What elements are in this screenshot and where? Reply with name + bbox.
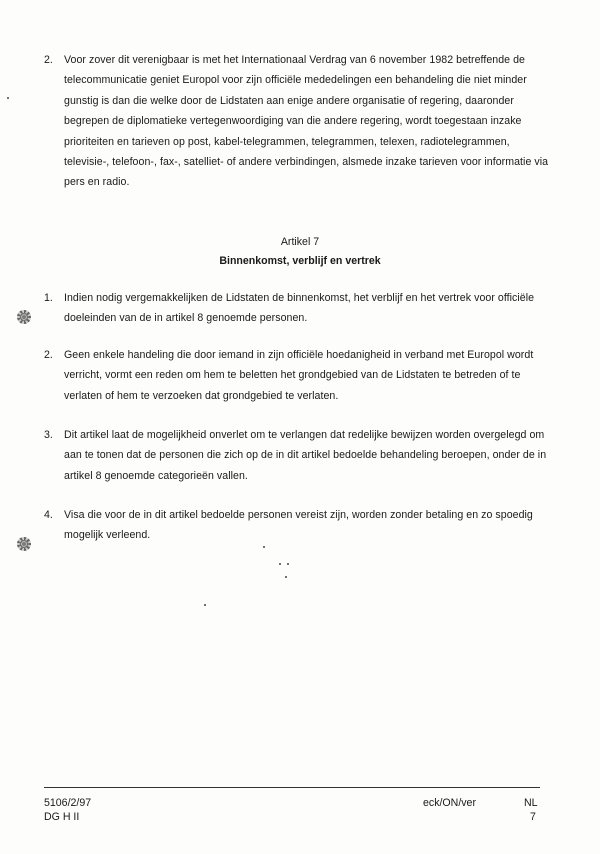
paragraph-3-number: 3. [44,429,53,441]
paragraph-3-text: Dit artikel laat de mogelijkheid onverlet om te verlangen dat redelijke bewijzen worden overgelegd om aan te tonen dat de personen die zich op de in dit artikel bedoelde behandeling beroepen, onder de in artikel 8 genoemde categorieën vallen. [64,429,547,482]
margin-stamp-mark [17,537,31,551]
footer-rule [44,787,540,788]
paragraph-1-number: 1. [44,292,53,304]
margin-stamp-mark [17,310,31,324]
scan-speck [279,563,281,565]
footer-dept: DG H II [44,811,80,823]
paragraph-1-text: Indien nodig vergemakkelijken de Lidstaten de binnenkomst, het verblijf en het vertrek voor officiële doeleinden van de in artikel 8 genoemde personen. [64,292,535,325]
article-title: Artikel 7 [280,236,320,248]
footer-doc-ref: 5106/2/97 [44,797,92,809]
paragraph-2-text: Geen enkele handeling die door iemand in zijn officiële hoedanigheid in verband met Europol wordt verricht, vormt een reden om hem te beletten het grondgebied van de Lidstaten te betreden of te verlaten of hem te verzoeken dat grondgebied te verlaten. [64,349,534,402]
scan-speck [7,97,9,99]
article-subtitle: Binnenkomst, verblijf en vertrek [219,255,381,267]
footer-lang: NL [524,797,538,809]
top-paragraph-text: Voor zover dit verenigbaar is met het Internationaal Verdrag van 6 november 1982 betreffende de telecommunicatie geniet Europol voor zijn officiële mededelingen een behandeling die niet minder gunstig is dan die welke door de Lidstaten aan enige andere organisatie of regering, daaronder begrepen de diplomatieke vertegenwoordiging van die andere regering, wordt toegestaan inzake prioriteiten en tarieven op post, kabel-telegrammen, telegrammen, telexen, radiotelegrammen, televisie-, telefoon-, fax-, satelliet- of andere verbindingen, alsmede inzake tarieven voor informatie via pers en radio. [64,54,549,189]
paragraph-4-text: Visa die voor de in dit artikel bedoelde personen vereist zijn, worden zonder betaling en zo spoedig mogelijk verleend. [64,509,533,542]
scan-speck [204,604,206,606]
footer-initials: eck/ON/ver [423,797,476,809]
paragraph-4-number: 4. [44,509,53,521]
top-paragraph-number: 2. [44,54,53,66]
scan-speck [287,563,289,565]
scan-speck [285,576,287,578]
paragraph-2-number: 2. [44,349,53,361]
footer-page-number: 7 [530,811,536,823]
scan-speck [263,546,265,548]
